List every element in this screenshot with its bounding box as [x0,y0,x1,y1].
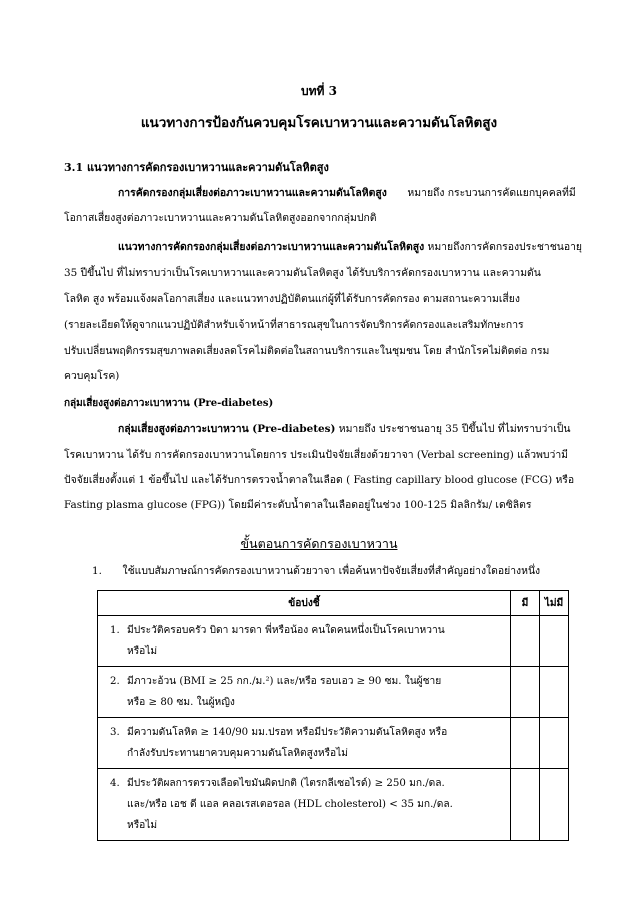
p2-term: แนวทางการคัดกรองกลุ่มเสี่ยงต่อภาวะเบาหวานและความดันโลหิตสูง [118,241,425,253]
row-2-indicator [98,667,511,718]
row-4-yes-checkbox[interactable] [511,769,540,841]
row-3-indicator [98,718,511,769]
row-1-number: 1. [110,625,120,636]
p2-line3: โลหิต สูง พร้อมแจ้งผลโอกาสเสี่ยง และแนวทางปฏิบัติตนแก่ผู้ที่ได้รับการคัดกรอง ตามสถานะความเสี่ยง [64,293,520,305]
table-row [98,616,569,667]
row-2-yes-checkbox[interactable] [511,667,540,718]
screening-table [97,590,569,841]
p1-line2 [64,211,377,225]
row-3-number: 3. [110,727,120,738]
table-row [98,769,569,841]
row-1-yes-checkbox[interactable] [511,616,540,667]
prediabetes-line4: Fasting plasma glucose (FPG)) โดยมีค่าระดับน้ำตาลในเลือดอยู่ในช่วง 100-125 มิลลิกรัม/ เดซิลิตร [64,499,532,511]
header-no: ไม่มี [540,591,569,616]
p1-line2-text: โอกาสเสี่ยงสูงต่อภาวะเบาหวานและความดันโลหิตสูงออกจากกลุ่มปกติ [64,212,377,224]
chapter-number: บทที่ 3 [301,84,337,98]
row-4-indicator [98,769,511,841]
row-3-line2: กำลังรับประทานยาควบคุมความดันโลหิตสูงหรือไม่ [127,748,349,759]
row-3-line1: มีความดันโลหิต ≥ 140/90 มม.ปรอท หรือมีประวัติความดันโลหิตสูง หรือ [127,727,448,738]
steps-item-1-text: ใช้แบบสัมภาษณ์การคัดกรองเบาหวานด้วยวาจา เพื่อค้นหาปัจจัยเสี่ยงที่สำคัญอย่างใดอย่างหนึ่ง [122,565,541,577]
row-1-no-checkbox[interactable] [540,616,569,667]
row-3-yes-checkbox[interactable] [511,718,540,769]
p2-line1-rest: หมายถึงการคัดกรองประชาชนอายุ [427,241,583,253]
steps-item-1-number: 1. [92,565,102,577]
row-1-indicator [98,616,511,667]
prediabetes-line1 [118,422,570,436]
steps-heading: ขั้นตอนการคัดกรองเบาหวาน [240,536,398,551]
section-heading: 3.1 แนวทางการคัดกรองเบาหวานและความดันโลหิตสูง [64,161,329,174]
table-header-row [98,591,569,616]
prediabetes-line3: ปัจจัยเสี่ยงตั้งแต่ 1 ข้อขึ้นไป และได้รับการตรวจน้ำตาลในเลือด ( Fasting capillary blood glucose (FCG) หรือ [64,474,575,486]
row-2-no-checkbox[interactable] [540,667,569,718]
row-4-no-checkbox[interactable] [540,769,569,841]
row-1-line1: มีประวัติครอบครัว บิดา มารดา พี่หรือน้อง คนใดคนหนึ่งเป็นโรคเบาหวาน [127,625,445,636]
prediabetes-term: กลุ่มเสี่ยงสูงต่อภาวะเบาหวาน (Pre-diabetes) [118,423,336,435]
prediabetes-heading: กลุ่มเสี่ยงสูงต่อภาวะเบาหวาน (Pre-diabetes) [64,398,274,409]
row-2-line1: มีภาวะอ้วน (BMI ≥ 25 กก./ม.²) และ/หรือ รอบเอว ≥ 90 ซม. ในผู้ชาย [127,676,442,687]
row-4-line3: หรือไม่ [127,820,158,831]
p1-line1-rest: หมายถึง กระบวนการคัดแยกบุคคลที่มี [407,187,576,199]
p2-line4: (รายละเอียดให้ดูจากแนวปฏิบัติสำหรับเจ้าหน้าที่สาธารณสุขในการจัดบริการคัดกรองและเสริมทักษะการ [64,319,524,331]
prediabetes-line1-rest: หมายถึง ประชาชนอายุ 35 ปีขึ้นไป ที่ไม่ทราบว่าเป็น [338,423,571,435]
header-indicator: ข้อบ่งชี้ [98,591,511,616]
row-1-line2: หรือไม่ [127,646,158,657]
p2-line2: 35 ปีขึ้นไป ที่ไม่ทราบว่าเป็นโรคเบาหวานและความดันโลหิตสูง ได้รับบริการคัดกรองเบาหวาน และความดัน [64,267,541,279]
chapter-title: แนวทางการป้องกันควบคุมโรคเบาหวานและความดันโลหิตสูง [140,115,498,131]
row-3-no-checkbox[interactable] [540,718,569,769]
p1-term: การคัดกรองกลุ่มเสี่ยงต่อภาวะเบาหวานและความดันโลหิตสูง [118,187,387,199]
row-4-line2: และ/หรือ เอช ดี แอล คลอเรสเตอรอล (HDL cholesterol) < 35 มก./ดล. [127,799,453,810]
row-2-number: 2. [110,676,120,687]
p2-line6: ควบคุมโรค) [64,370,120,382]
steps-item-1 [92,564,540,578]
prediabetes-line2: โรคเบาหวาน ได้รับ การคัดกรองเบาหวานโดยการ ประเมินปัจจัยเสี่ยงด้วยวาจา (Verbal screening) แล้วพบว่ามี [64,449,569,461]
table-row [98,718,569,769]
header-yes: มี [511,591,540,616]
table-row [98,667,569,718]
row-2-line2: หรือ ≥ 80 ซม. ในผู้หญิง [127,697,235,708]
p1-line1 [118,186,576,200]
p2-line5: ปรับเปลี่ยนพฤติกรรมสุขภาพลดเสี่ยงลดโรคไม่ติดต่อในสถานบริการและในชุมชน โดย สำนักโรคไม่ติดต่อ กรม [64,345,550,357]
row-4-number: 4. [110,778,120,789]
row-4-line1: มีประวัติผลการตรวจเลือดไขมันผิดปกติ (ไตรกลีเซอไรด์) ≥ 250 มก./ดล. [127,778,445,789]
p2-line1 [118,240,582,254]
